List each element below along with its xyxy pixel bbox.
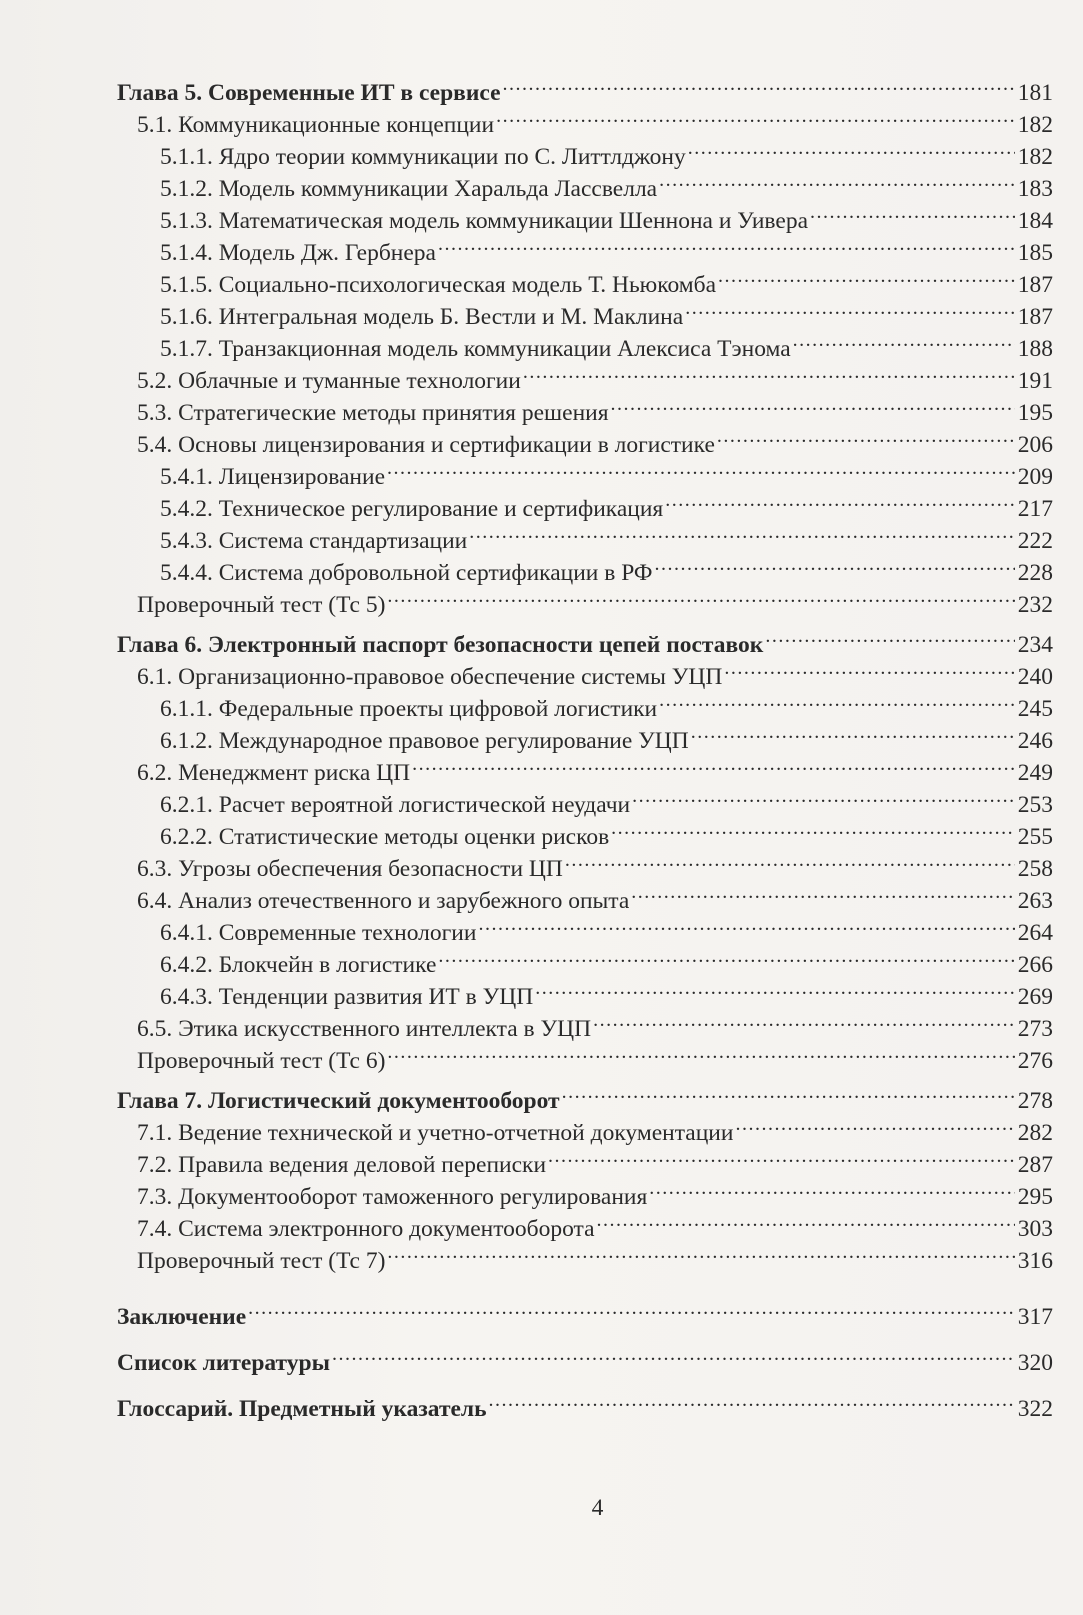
toc-leader-dots: [597, 1204, 1015, 1236]
toc-entry-title: 5.3. Стратегические методы принятия решения: [137, 400, 609, 426]
toc-entry-title: Глава 7. Логистический документооборот: [117, 1088, 560, 1114]
toc-leader-dots: [523, 356, 1015, 388]
toc-entry-page: 273: [1017, 1016, 1053, 1042]
toc-entry-page: 187: [1017, 272, 1053, 298]
toc-entry-title: 6.5. Этика искусственного интеллекта в УЦП: [137, 1016, 592, 1042]
toc-entry-page: 184: [1017, 208, 1053, 234]
toc-entry-page: 287: [1017, 1152, 1053, 1178]
toc-chapter-7-heading[interactable]: [117, 1076, 1053, 1114]
toc-leader-dots: [691, 716, 1015, 748]
toc-entry-page: 217: [1017, 496, 1053, 522]
toc-entry-page: 182: [1017, 144, 1053, 170]
toc-entry-title: 5.1.5. Социально-психологическая модель Т. Ньюкомба: [160, 272, 717, 298]
toc-entry-title: 6.4.3. Тенденции развития ИТ в УЦП: [160, 984, 534, 1010]
toc-leader-dots: [718, 260, 1015, 292]
toc-entry-title: 5.1.7. Транзакционная модель коммуникации Алексиса Тэнома: [160, 336, 791, 362]
toc-entry-title: 5.1.3. Математическая модель коммуникации Шеннона и Уивера: [160, 208, 808, 234]
toc-entry-page: 195: [1017, 400, 1053, 426]
toc-entry-title: Проверочный тест (Тс 5): [137, 592, 386, 618]
toc-entry-page: 245: [1017, 696, 1053, 722]
toc-entry-title: Глоссарий. Предметный указатель: [117, 1396, 487, 1422]
toc-leader-dots: [649, 1172, 1014, 1204]
toc-entry-page: 246: [1017, 728, 1053, 754]
toc-leader-dots: [562, 1076, 1015, 1108]
spacer: [117, 1324, 1053, 1338]
toc-leader-dots: [535, 972, 1015, 1004]
toc-entry-page: 209: [1017, 464, 1053, 490]
toc-entry-page: 303: [1017, 1216, 1053, 1242]
toc-leader-dots: [489, 1384, 1015, 1416]
toc-entry-page: 263: [1017, 888, 1053, 914]
toc-entry-page: 317: [1017, 1304, 1053, 1330]
toc-entry-title: 5.4.3. Система стандартизации: [160, 528, 468, 554]
toc-conclusion[interactable]: [117, 1292, 1053, 1330]
toc-entry-title: 7.2. Правила ведения деловой переписки: [137, 1152, 547, 1178]
toc-entry-page: 316: [1017, 1248, 1053, 1274]
toc-entry-page: 253: [1017, 792, 1053, 818]
toc-leader-dots: [387, 1236, 1014, 1268]
toc-entry-title: 6.4.2. Блокчейн в логистике: [160, 952, 437, 978]
toc-entry-page: 322: [1017, 1396, 1053, 1422]
toc-entry-title: 7.4. Система электронного документооборота: [137, 1216, 595, 1242]
toc-leader-dots: [735, 1108, 1014, 1140]
toc-entry-title: 5.1.6. Интегральная модель Б. Вестли и М. Маклина: [160, 304, 684, 330]
toc-leader-dots: [611, 388, 1015, 420]
toc-leader-dots: [412, 748, 1015, 780]
toc-leader-dots: [654, 548, 1014, 580]
toc-leader-dots: [248, 1292, 1015, 1324]
toc-leader-dots: [631, 876, 1014, 908]
toc-leader-dots: [793, 324, 1015, 356]
toc-entry-title: 5.1.2. Модель коммуникации Харальда Лассвелла: [160, 176, 658, 202]
toc-entry-page: 282: [1017, 1120, 1053, 1146]
toc-entry-title: 7.3. Документооборот таможенного регулирования: [137, 1184, 648, 1210]
toc-entry-page: 188: [1017, 336, 1053, 362]
toc-entry-title: 6.4. Анализ отечественного и зарубежного опыта: [137, 888, 630, 914]
toc-entry-page: 232: [1017, 592, 1053, 618]
toc-entry-page: 249: [1017, 760, 1053, 786]
toc-leader-dots: [438, 940, 1014, 972]
toc-entry-title: Глава 6. Электронный паспорт безопасности цепей поставок: [117, 632, 764, 658]
toc-entry-title: 5.4.4. Система добровольной сертификации в РФ: [160, 560, 653, 586]
toc-entry-title: Проверочный тест (Тс 7): [137, 1248, 386, 1274]
toc-leader-dots: [478, 908, 1014, 940]
toc-entry-title: 7.1. Ведение технической и учетно-отчетной документации: [137, 1120, 734, 1146]
toc-leader-dots: [665, 484, 1015, 516]
toc-entry-page: 295: [1017, 1184, 1053, 1210]
toc-entry-page: 266: [1017, 952, 1053, 978]
toc-entry-page: 206: [1017, 432, 1053, 458]
toc-entry-title: 6.2.1. Расчет вероятной логистической неудачи: [160, 792, 631, 818]
toc-leader-dots: [724, 652, 1014, 684]
toc-entry-page: 183: [1017, 176, 1053, 202]
toc-entry-title: 5.4. Основы лицензирования и сертификации в логистике: [137, 432, 715, 458]
toc-entry-page: 276: [1017, 1048, 1053, 1074]
toc-leader-dots: [688, 132, 1015, 164]
toc-entry-title: 6.3. Угрозы обеспечения безопасности ЦП: [137, 856, 563, 882]
toc-leader-dots: [387, 580, 1014, 612]
toc-entry-title: Проверочный тест (Тс 6): [137, 1048, 386, 1074]
toc-entry-page: 234: [1017, 632, 1053, 658]
toc-leader-dots: [387, 452, 1015, 484]
toc-chapter-5-heading[interactable]: [117, 68, 1053, 106]
toc-leader-dots: [332, 1338, 1015, 1370]
toc-leader-dots: [496, 100, 1015, 132]
toc-entry-page: 187: [1017, 304, 1053, 330]
table-of-contents: [117, 68, 1053, 1422]
toc-entry-page: 264: [1017, 920, 1053, 946]
toc-entry-title: 5.1.1. Ядро теории коммуникации по С. Литтлджону: [160, 144, 686, 170]
toc-entry-title: Глава 5. Современные ИТ в сервисе: [117, 80, 501, 106]
toc-entry-title: 5.4.2. Техническое регулирование и сертификация: [160, 496, 664, 522]
toc-references[interactable]: [117, 1338, 1053, 1376]
toc-leader-dots: [438, 228, 1015, 260]
toc-entry-page: 185: [1017, 240, 1053, 266]
toc-leader-dots: [565, 844, 1015, 876]
toc-leader-dots: [659, 164, 1015, 196]
toc-leader-dots: [765, 620, 1014, 652]
toc-leader-dots: [593, 1004, 1015, 1036]
toc-leader-dots: [659, 684, 1015, 716]
toc-entry-title: 6.2. Менеджмент риска ЦП: [137, 760, 411, 786]
toc-entry-page: 228: [1017, 560, 1053, 586]
toc-leader-dots: [469, 516, 1014, 548]
toc-entry-page: 240: [1017, 664, 1053, 690]
toc-entry-title: 5.1. Коммуникационные концепции: [137, 112, 495, 138]
toc-entry-page: 182: [1017, 112, 1053, 138]
toc-entry-page: 269: [1017, 984, 1053, 1010]
toc-entry-page: 181: [1017, 80, 1053, 106]
toc-entry-title: 6.1.2. Международное правовое регулирование УЦП: [160, 728, 689, 754]
toc-leader-dots: [717, 420, 1015, 452]
toc-entry-page: 255: [1017, 824, 1053, 850]
toc-entry-title: 5.2. Облачные и туманные технологии: [137, 368, 521, 394]
toc-entry-page: 191: [1017, 368, 1053, 394]
toc-entry-title: 6.4.1. Современные технологии: [160, 920, 477, 946]
toc-chapter-6-heading[interactable]: [117, 620, 1053, 658]
toc-glossary[interactable]: [117, 1384, 1053, 1422]
toc-entry-page: 222: [1017, 528, 1053, 554]
toc-entry-title: 5.1.4. Модель Дж. Гербнера: [160, 240, 436, 266]
toc-leader-dots: [685, 292, 1015, 324]
toc-leader-dots: [810, 196, 1015, 228]
page-number: 4: [591, 1495, 604, 1521]
toc-entry-title: 6.1. Организационно-правовое обеспечение системы УЦП: [137, 664, 723, 690]
toc-leader-dots: [611, 812, 1015, 844]
toc-leader-dots: [548, 1140, 1015, 1172]
toc-entry-title: Заключение: [117, 1304, 247, 1330]
toc-leader-dots: [503, 68, 1015, 100]
toc-entry-page: 320: [1017, 1350, 1053, 1376]
toc-entry-title: 5.4.1. Лицензирование: [160, 464, 386, 490]
toc-entry-page: 258: [1017, 856, 1053, 882]
toc-entry-page: 278: [1017, 1088, 1053, 1114]
toc-leader-dots: [387, 1036, 1014, 1068]
toc-entry-title: 6.1.1. Федеральные проекты цифровой логистики: [160, 696, 658, 722]
toc-leader-dots: [632, 780, 1015, 812]
toc-entry-title: Список литературы: [117, 1350, 330, 1376]
toc-entry-title: 6.2.2. Статистические методы оценки рисков: [160, 824, 610, 850]
